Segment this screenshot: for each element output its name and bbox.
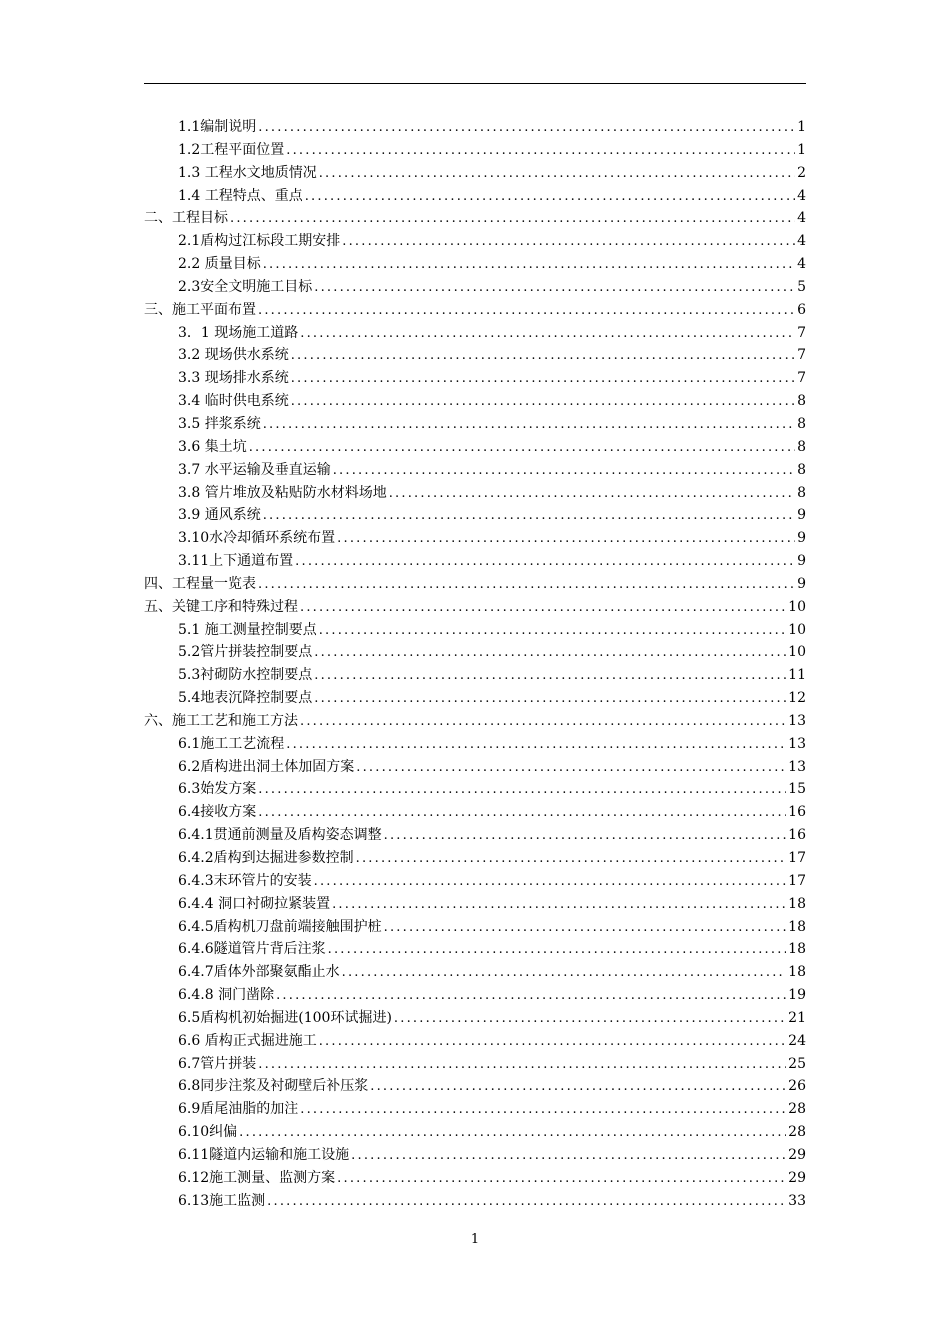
toc-leader-dots xyxy=(291,368,795,390)
toc-leader-dots xyxy=(300,711,786,733)
toc-leader-dots xyxy=(258,300,795,322)
toc-leader-dots xyxy=(263,505,795,527)
toc-entry[interactable] xyxy=(144,413,806,436)
toc-entry[interactable] xyxy=(144,253,806,276)
toc-entry-page: 9 xyxy=(797,507,806,524)
toc-entry-label: 3.3 现场排水系统 xyxy=(178,370,289,387)
toc-entry-label: 6.4.8 洞门凿除 xyxy=(178,987,275,1004)
toc-leader-dots xyxy=(332,894,786,916)
toc-entry-label: 2.3安全文明施工目标 xyxy=(178,278,313,295)
toc-leader-dots xyxy=(249,437,795,459)
toc-entry[interactable] xyxy=(144,322,806,345)
toc-entry-page: 13 xyxy=(788,712,806,729)
toc-entry[interactable] xyxy=(144,641,806,664)
toc-entry-page: 1 xyxy=(797,141,806,158)
toc-entry-label: 3.7 水平运输及垂直运输 xyxy=(178,461,331,478)
toc-leader-dots xyxy=(337,528,795,550)
toc-entry-label: 6.5盾构机初始掘进(100环试掘进) xyxy=(178,1009,392,1026)
toc-leader-dots xyxy=(300,597,786,619)
toc-entry-page: 6 xyxy=(797,301,806,318)
toc-entry-page: 10 xyxy=(788,644,806,661)
toc-entry-label: 6.3始发方案 xyxy=(178,781,257,798)
toc-entry-label: 3.6 集土坑 xyxy=(178,438,247,455)
toc-entry-page: 13 xyxy=(788,758,806,775)
toc-leader-dots xyxy=(286,734,786,756)
toc-entry-page: 8 xyxy=(797,438,806,455)
toc-entry-page: 28 xyxy=(788,1101,806,1118)
toc-leader-dots xyxy=(333,460,795,482)
toc-entry[interactable] xyxy=(144,459,806,482)
toc-entry-label: 6.12施工测量、监测方案 xyxy=(178,1169,336,1186)
toc-leader-dots xyxy=(286,140,795,162)
toc-entry[interactable] xyxy=(144,185,806,208)
toc-entry-page: 25 xyxy=(788,1055,806,1072)
toc-entry[interactable] xyxy=(144,756,806,779)
toc-entry-label: 6.4.1贯通前测量及盾构姿态调整 xyxy=(178,827,382,844)
toc-entry-page: 21 xyxy=(788,1009,806,1026)
toc-leader-dots xyxy=(291,345,795,367)
toc-entry-page: 4 xyxy=(797,187,806,204)
toc-entry-page: 8 xyxy=(797,461,806,478)
toc-leader-dots xyxy=(394,1008,786,1030)
toc-entry-page: 29 xyxy=(788,1169,806,1186)
toc-leader-dots xyxy=(300,1099,786,1121)
toc-leader-dots xyxy=(384,917,787,939)
toc-entry[interactable] xyxy=(144,367,806,390)
toc-entry-label: 四、工程量一览表 xyxy=(144,575,256,592)
toc-entry[interactable] xyxy=(144,527,806,550)
toc-entry-label: 6.4.3末环管片的安装 xyxy=(178,872,312,889)
toc-leader-dots xyxy=(337,1168,786,1190)
toc-entry-page: 10 xyxy=(788,598,806,615)
toc-entry-page: 13 xyxy=(788,735,806,752)
toc-entry-page: 9 xyxy=(797,575,806,592)
toc-entry[interactable] xyxy=(144,1121,806,1144)
toc-entry[interactable] xyxy=(144,299,806,322)
toc-entry[interactable] xyxy=(144,504,806,527)
toc-entry-label: 六、施工工艺和施工方法 xyxy=(144,712,298,729)
toc-leader-dots xyxy=(295,551,795,573)
toc-leader-dots xyxy=(300,323,795,345)
toc-entry[interactable] xyxy=(144,139,806,162)
toc-entry-page: 7 xyxy=(797,324,806,341)
toc-entry[interactable] xyxy=(144,1030,806,1053)
toc-leader-dots xyxy=(314,277,795,299)
toc-entry-page: 18 xyxy=(788,964,806,981)
toc-entry-label: 3.4 临时供电系统 xyxy=(178,393,289,410)
toc-leader-dots xyxy=(258,802,786,824)
toc-entry-label: 3.11上下通道布置 xyxy=(178,553,294,570)
toc-entry-page: 18 xyxy=(788,918,806,935)
toc-leader-dots xyxy=(258,574,795,596)
toc-entry-label: 6.4.7盾体外部聚氨酯止水 xyxy=(178,964,340,981)
toc-entry[interactable] xyxy=(144,436,806,459)
toc-entry[interactable] xyxy=(144,824,806,847)
table-of-contents xyxy=(144,116,806,1213)
toc-entry[interactable] xyxy=(144,664,806,687)
toc-entry-page: 17 xyxy=(788,850,806,866)
toc-entry-page: 5 xyxy=(797,278,806,295)
toc-entry-label: 3.5 拌浆系统 xyxy=(178,415,261,432)
toc-leader-dots xyxy=(239,1122,786,1144)
toc-entry-label: 5.2管片拼装控制要点 xyxy=(178,644,313,661)
toc-entry-label: 6.4接收方案 xyxy=(178,804,257,821)
toc-entry-label: 6.4.5盾构机刀盘前端接触围护桩 xyxy=(178,918,382,935)
toc-leader-dots xyxy=(314,665,786,687)
toc-entry[interactable] xyxy=(144,984,806,1007)
toc-entry[interactable] xyxy=(144,938,806,961)
toc-entry[interactable] xyxy=(144,961,806,984)
toc-entry-label: 6.11隧道内运输和施工设施 xyxy=(178,1146,350,1163)
toc-entry-label: 5.1 施工测量控制要点 xyxy=(178,621,317,638)
toc-leader-dots xyxy=(267,1191,786,1213)
toc-entry-label: 二、工程目标 xyxy=(144,210,228,227)
toc-entry-label: 3.9 通风系统 xyxy=(178,507,261,524)
toc-entry-label: 2.1盾构过江标段工期安排 xyxy=(178,233,341,250)
toc-leader-dots xyxy=(356,848,787,870)
toc-entry-label: 1.2工程平面位置 xyxy=(178,141,285,158)
toc-leader-dots xyxy=(263,414,795,436)
toc-leader-dots xyxy=(263,254,795,276)
toc-entry[interactable] xyxy=(144,1167,806,1190)
toc-entry[interactable] xyxy=(144,116,806,139)
toc-entry-page: 33 xyxy=(788,1192,806,1209)
toc-entry[interactable] xyxy=(144,687,806,710)
toc-leader-dots xyxy=(342,231,795,253)
toc-entry-label: 三、施工平面布置 xyxy=(144,301,256,318)
page-number: 1 xyxy=(470,1232,480,1247)
toc-leader-dots xyxy=(258,1054,786,1076)
toc-entry-page: 16 xyxy=(788,827,806,844)
toc-leader-dots xyxy=(258,779,786,801)
toc-entry-label: 6.9盾尾油脂的加注 xyxy=(178,1101,299,1118)
toc-entry-page: 9 xyxy=(797,530,806,547)
toc-entry-page: 1 xyxy=(797,119,806,135)
toc-entry-label: 1.1编制说明 xyxy=(178,119,257,135)
toc-leader-dots xyxy=(319,1031,786,1053)
toc-entry-label: 5.4地表沉降控制要点 xyxy=(178,690,313,707)
toc-leader-dots xyxy=(356,757,786,779)
toc-entry-page: 8 xyxy=(797,484,806,501)
toc-entry-label: 五、关键工序和特殊过程 xyxy=(144,598,298,615)
toc-entry-page: 18 xyxy=(788,941,806,958)
toc-entry[interactable] xyxy=(144,482,806,505)
toc-leader-dots xyxy=(384,825,787,847)
toc-entry-label: 3.2 现场供水系统 xyxy=(178,347,289,364)
toc-entry[interactable] xyxy=(144,276,806,299)
toc-entry-page: 8 xyxy=(797,393,806,410)
toc-leader-dots xyxy=(351,1145,786,1167)
toc-leader-dots xyxy=(276,985,786,1007)
toc-entry[interactable] xyxy=(144,344,806,367)
toc-leader-dots xyxy=(342,962,787,984)
toc-leader-dots xyxy=(314,688,786,710)
toc-entry[interactable] xyxy=(144,733,806,756)
toc-entry[interactable] xyxy=(144,162,806,185)
toc-entry-page: 10 xyxy=(788,621,806,638)
toc-entry[interactable] xyxy=(144,847,806,870)
toc-entry-page: 19 xyxy=(788,987,806,1004)
toc-entry-page: 4 xyxy=(797,210,806,227)
toc-entry[interactable] xyxy=(144,390,806,413)
header-rule xyxy=(144,83,806,84)
toc-entry-label: 6.10纠偏 xyxy=(178,1124,238,1141)
toc-entry-page: 12 xyxy=(788,690,806,707)
toc-entry[interactable] xyxy=(144,1098,806,1121)
toc-entry[interactable] xyxy=(144,778,806,801)
toc-entry[interactable] xyxy=(144,230,806,253)
toc-entry[interactable] xyxy=(144,207,806,230)
toc-entry-page: 29 xyxy=(788,1146,806,1163)
toc-leader-dots xyxy=(328,939,787,961)
toc-entry[interactable] xyxy=(144,801,806,824)
toc-entry[interactable] xyxy=(144,596,806,619)
toc-entry[interactable] xyxy=(144,619,806,642)
toc-leader-dots xyxy=(314,871,787,893)
toc-entry-page: 8 xyxy=(797,415,806,432)
toc-entry[interactable] xyxy=(144,710,806,733)
toc-entry-page: 9 xyxy=(797,553,806,570)
toc-entry-label: 6.8同步注浆及衬砌壁后补压浆 xyxy=(178,1078,369,1095)
toc-entry-label: 3.10水冷却循环系统布置 xyxy=(178,530,336,547)
toc-entry-page: 4 xyxy=(797,256,806,273)
toc-leader-dots xyxy=(370,1076,786,1098)
toc-entry-label: 6.4.6隧道管片背后注浆 xyxy=(178,941,326,958)
toc-entry-label: 6.4.2盾构到达掘进参数控制 xyxy=(178,850,354,866)
toc-entry-label: 2.2 质量目标 xyxy=(178,256,261,273)
toc-entry[interactable] xyxy=(144,550,806,573)
toc-entry-label: 6.4.4 洞口衬砌拉紧装置 xyxy=(178,895,331,912)
toc-entry[interactable] xyxy=(144,1075,806,1098)
toc-entry-label: 1.4 工程特点、重点 xyxy=(178,187,303,204)
toc-entry-page: 11 xyxy=(788,667,806,684)
toc-leader-dots xyxy=(230,208,795,230)
toc-entry-label: 6.6 盾构正式掘进施工 xyxy=(178,1032,317,1049)
toc-leader-dots xyxy=(305,186,795,208)
toc-entry-page: 2 xyxy=(797,164,806,181)
toc-entry-page: 16 xyxy=(788,804,806,821)
toc-entry-page: 18 xyxy=(788,895,806,912)
toc-leader-dots xyxy=(314,642,786,664)
toc-entry[interactable] xyxy=(144,1144,806,1167)
toc-entry[interactable] xyxy=(144,916,806,939)
toc-entry[interactable] xyxy=(144,573,806,596)
toc-entry[interactable] xyxy=(144,1007,806,1030)
toc-entry-page: 7 xyxy=(797,370,806,387)
toc-entry-label: 3.8 管片堆放及粘贴防水材料场地 xyxy=(178,484,387,501)
toc-entry-label: 5.3衬砌防水控制要点 xyxy=(178,667,313,684)
toc-entry-page: 28 xyxy=(788,1124,806,1141)
toc-entry-label: 6.7管片拼装 xyxy=(178,1055,257,1072)
toc-entry-page: 15 xyxy=(788,781,806,798)
toc-leader-dots xyxy=(291,391,795,413)
toc-entry[interactable] xyxy=(144,1053,806,1076)
toc-entry[interactable] xyxy=(144,1190,806,1213)
toc-entry-label: 6.1施工工艺流程 xyxy=(178,735,285,752)
toc-entry-label: 6.13施工监测 xyxy=(178,1192,266,1209)
toc-entry[interactable] xyxy=(144,870,806,893)
toc-entry-label: 3．1 现场施工道路 xyxy=(178,324,299,341)
toc-entry-page: 7 xyxy=(797,347,806,364)
toc-leader-dots xyxy=(319,620,786,642)
toc-entry-label: 1.3 工程水文地质情况 xyxy=(178,164,317,181)
toc-entry[interactable] xyxy=(144,893,806,916)
toc-entry-page: 26 xyxy=(788,1078,806,1095)
toc-leader-dots xyxy=(258,117,795,139)
toc-entry-page: 24 xyxy=(788,1032,806,1049)
toc-entry-page: 4 xyxy=(797,233,806,250)
toc-entry-page: 17 xyxy=(788,872,806,889)
toc-leader-dots xyxy=(319,163,795,185)
toc-entry-label: 6.2盾构进出洞土体加固方案 xyxy=(178,758,355,775)
toc-leader-dots xyxy=(389,483,795,505)
